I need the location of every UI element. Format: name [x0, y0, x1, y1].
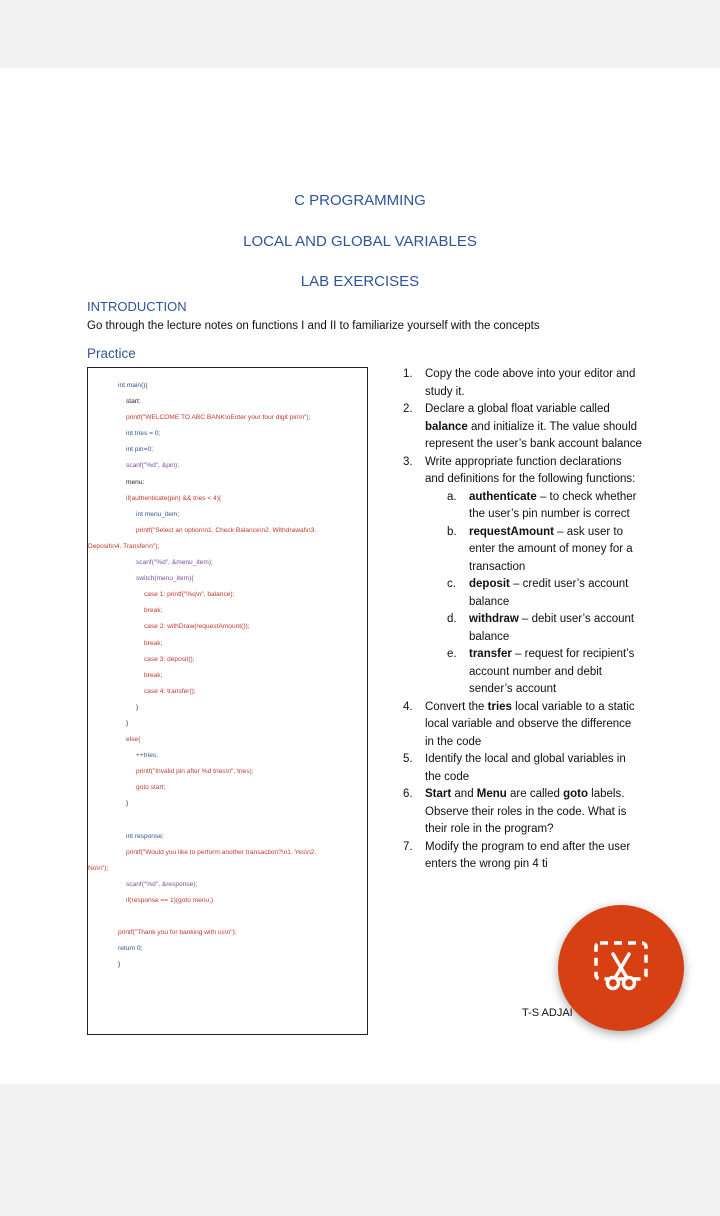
code-line: return 0; — [118, 945, 143, 953]
code-line: break; — [144, 607, 163, 615]
code-line: No\n"); — [88, 864, 109, 872]
code-line: int main(){ — [118, 382, 148, 389]
sub-letter: c. — [447, 578, 456, 590]
exercise-item — [403, 751, 643, 786]
code-line: case 2: withDraw(requestAmount()); — [144, 623, 250, 631]
exercise-text: Declare a global float variable called balance and initialize it. The value should represent the user’s bank account balance — [425, 403, 642, 450]
practice-heading: Practice — [87, 346, 136, 361]
exercise-item — [403, 366, 643, 401]
scissors-select-icon — [593, 940, 649, 997]
sub-text: deposit – credit user’s account balance — [469, 578, 629, 608]
sub-text: authenticate – to check whether the user’s pin number is correct — [469, 490, 637, 520]
sub-item — [447, 646, 643, 699]
code-line: ++tries; — [136, 752, 158, 760]
exercise-list — [403, 366, 643, 874]
code-line: int response; — [126, 832, 164, 840]
exercise-text: Start and Menu are called goto labels. Observe their roles in the code. What is their role in the program? — [425, 788, 627, 835]
code-line: printf("Would you like to perform another transaction?\n1. Yes\n2. — [126, 848, 317, 856]
sub-item — [447, 611, 643, 646]
screenshot-crop-button[interactable] — [558, 905, 684, 1031]
code-listing — [87, 367, 368, 1035]
code-line: menu: — [126, 478, 145, 486]
code-line: int pin=0; — [126, 446, 153, 454]
code-line: Deposit\n4. Transfer\n"); — [88, 542, 160, 550]
intro-text: Go through the lecture notes on functions I and II to familiarize yourself with the concepts — [87, 320, 540, 332]
code-line: switch(menu_item){ — [136, 575, 194, 583]
code-line: } — [126, 800, 129, 808]
code-line: scanf("%d", &menu_item); — [136, 559, 213, 567]
exercise-number: 3. — [403, 455, 413, 468]
doc-title: C PROGRAMMING — [294, 192, 426, 209]
sub-text: requestAmount – ask user to enter the amount of money for a transaction — [469, 525, 633, 573]
sub-letter: d. — [447, 613, 457, 625]
sub-letter: a. — [447, 490, 457, 503]
sub-text: transfer – request for recipient’s account number and debit sender’s account — [469, 648, 635, 695]
sub-letter: b. — [447, 525, 457, 538]
code-line: break; — [144, 639, 163, 647]
doc-lab-heading: LAB EXERCISES — [300, 273, 420, 290]
code-line: } — [118, 961, 121, 969]
code-line: break; — [144, 671, 163, 679]
code-line: case 1: printf("%q\n", balance); — [144, 591, 235, 599]
code-line: start: — [126, 398, 141, 406]
exercise-text: Copy the code above into your editor and study it. — [425, 368, 636, 398]
exercise-text: Convert the tries local variable to a static local variable and observe the difference in the code — [425, 700, 635, 748]
sub-item — [447, 576, 643, 611]
sub-letter: e. — [447, 648, 457, 660]
code-line: } — [126, 719, 129, 727]
doc-subtitle: LOCAL AND GLOBAL VARIABLES — [243, 233, 477, 250]
code-line: int tries = 0; — [126, 430, 161, 438]
exercise-text: Identify the local and global variables in the code — [425, 753, 626, 783]
author-name: T-S ADJAI — [522, 1007, 573, 1019]
intro-heading: INTRODUCTION — [87, 299, 187, 314]
exercise-item — [403, 839, 643, 874]
sub-item — [447, 524, 643, 577]
code-line: goto start; — [136, 784, 166, 792]
exercise-item — [403, 401, 643, 454]
code-line: case 3: deposit(); — [144, 655, 195, 663]
code-line: printf("Thank you for banking with us\n"); — [118, 929, 237, 937]
code-line: case 4: transfer(); — [144, 687, 196, 695]
code-line: printf("WELCOME TO ABC BANK\nEnter your four digit pin\n"); — [126, 414, 311, 422]
exercise-item — [403, 454, 643, 489]
exercise-number: 2. — [403, 403, 413, 415]
exercise-number: 5. — [403, 753, 413, 765]
code-line: scanf("%d", &pin); — [126, 462, 180, 470]
exercise-number: 7. — [403, 840, 413, 853]
exercise-number: 1. — [403, 368, 413, 380]
code-line: if(response == 1)(goto menu;) — [126, 897, 214, 904]
code-blank-line — [118, 909, 359, 925]
code-line: int menu_item; — [136, 510, 180, 518]
exercise-text: Write appropriate function declarations and definitions for the following functions: — [425, 455, 636, 485]
exercise-text: Modify the program to end after the user enters the wrong pin 4 ti — [425, 840, 631, 870]
sub-text: withdraw – debit user’s account balance — [469, 613, 635, 643]
exercise-item — [403, 786, 643, 839]
code-line: scanf("%d", &response); — [126, 880, 198, 888]
exercise-number: 6. — [403, 788, 413, 800]
sub-item — [447, 489, 643, 524]
code-blank-line — [118, 813, 359, 829]
exercise-item — [403, 699, 643, 752]
code-line: } — [136, 703, 139, 711]
code-line: else{ — [126, 736, 141, 744]
code-line: printf("Invalid pin after %d tries\n", tries); — [136, 768, 254, 776]
code-line: if(authenticate(pin) && tries < 4){ — [126, 494, 222, 502]
exercise-number: 4. — [403, 700, 413, 713]
code-line: printf("Select an option\n1. Check Balance\n2. Withdrawal\n3. — [136, 526, 317, 534]
